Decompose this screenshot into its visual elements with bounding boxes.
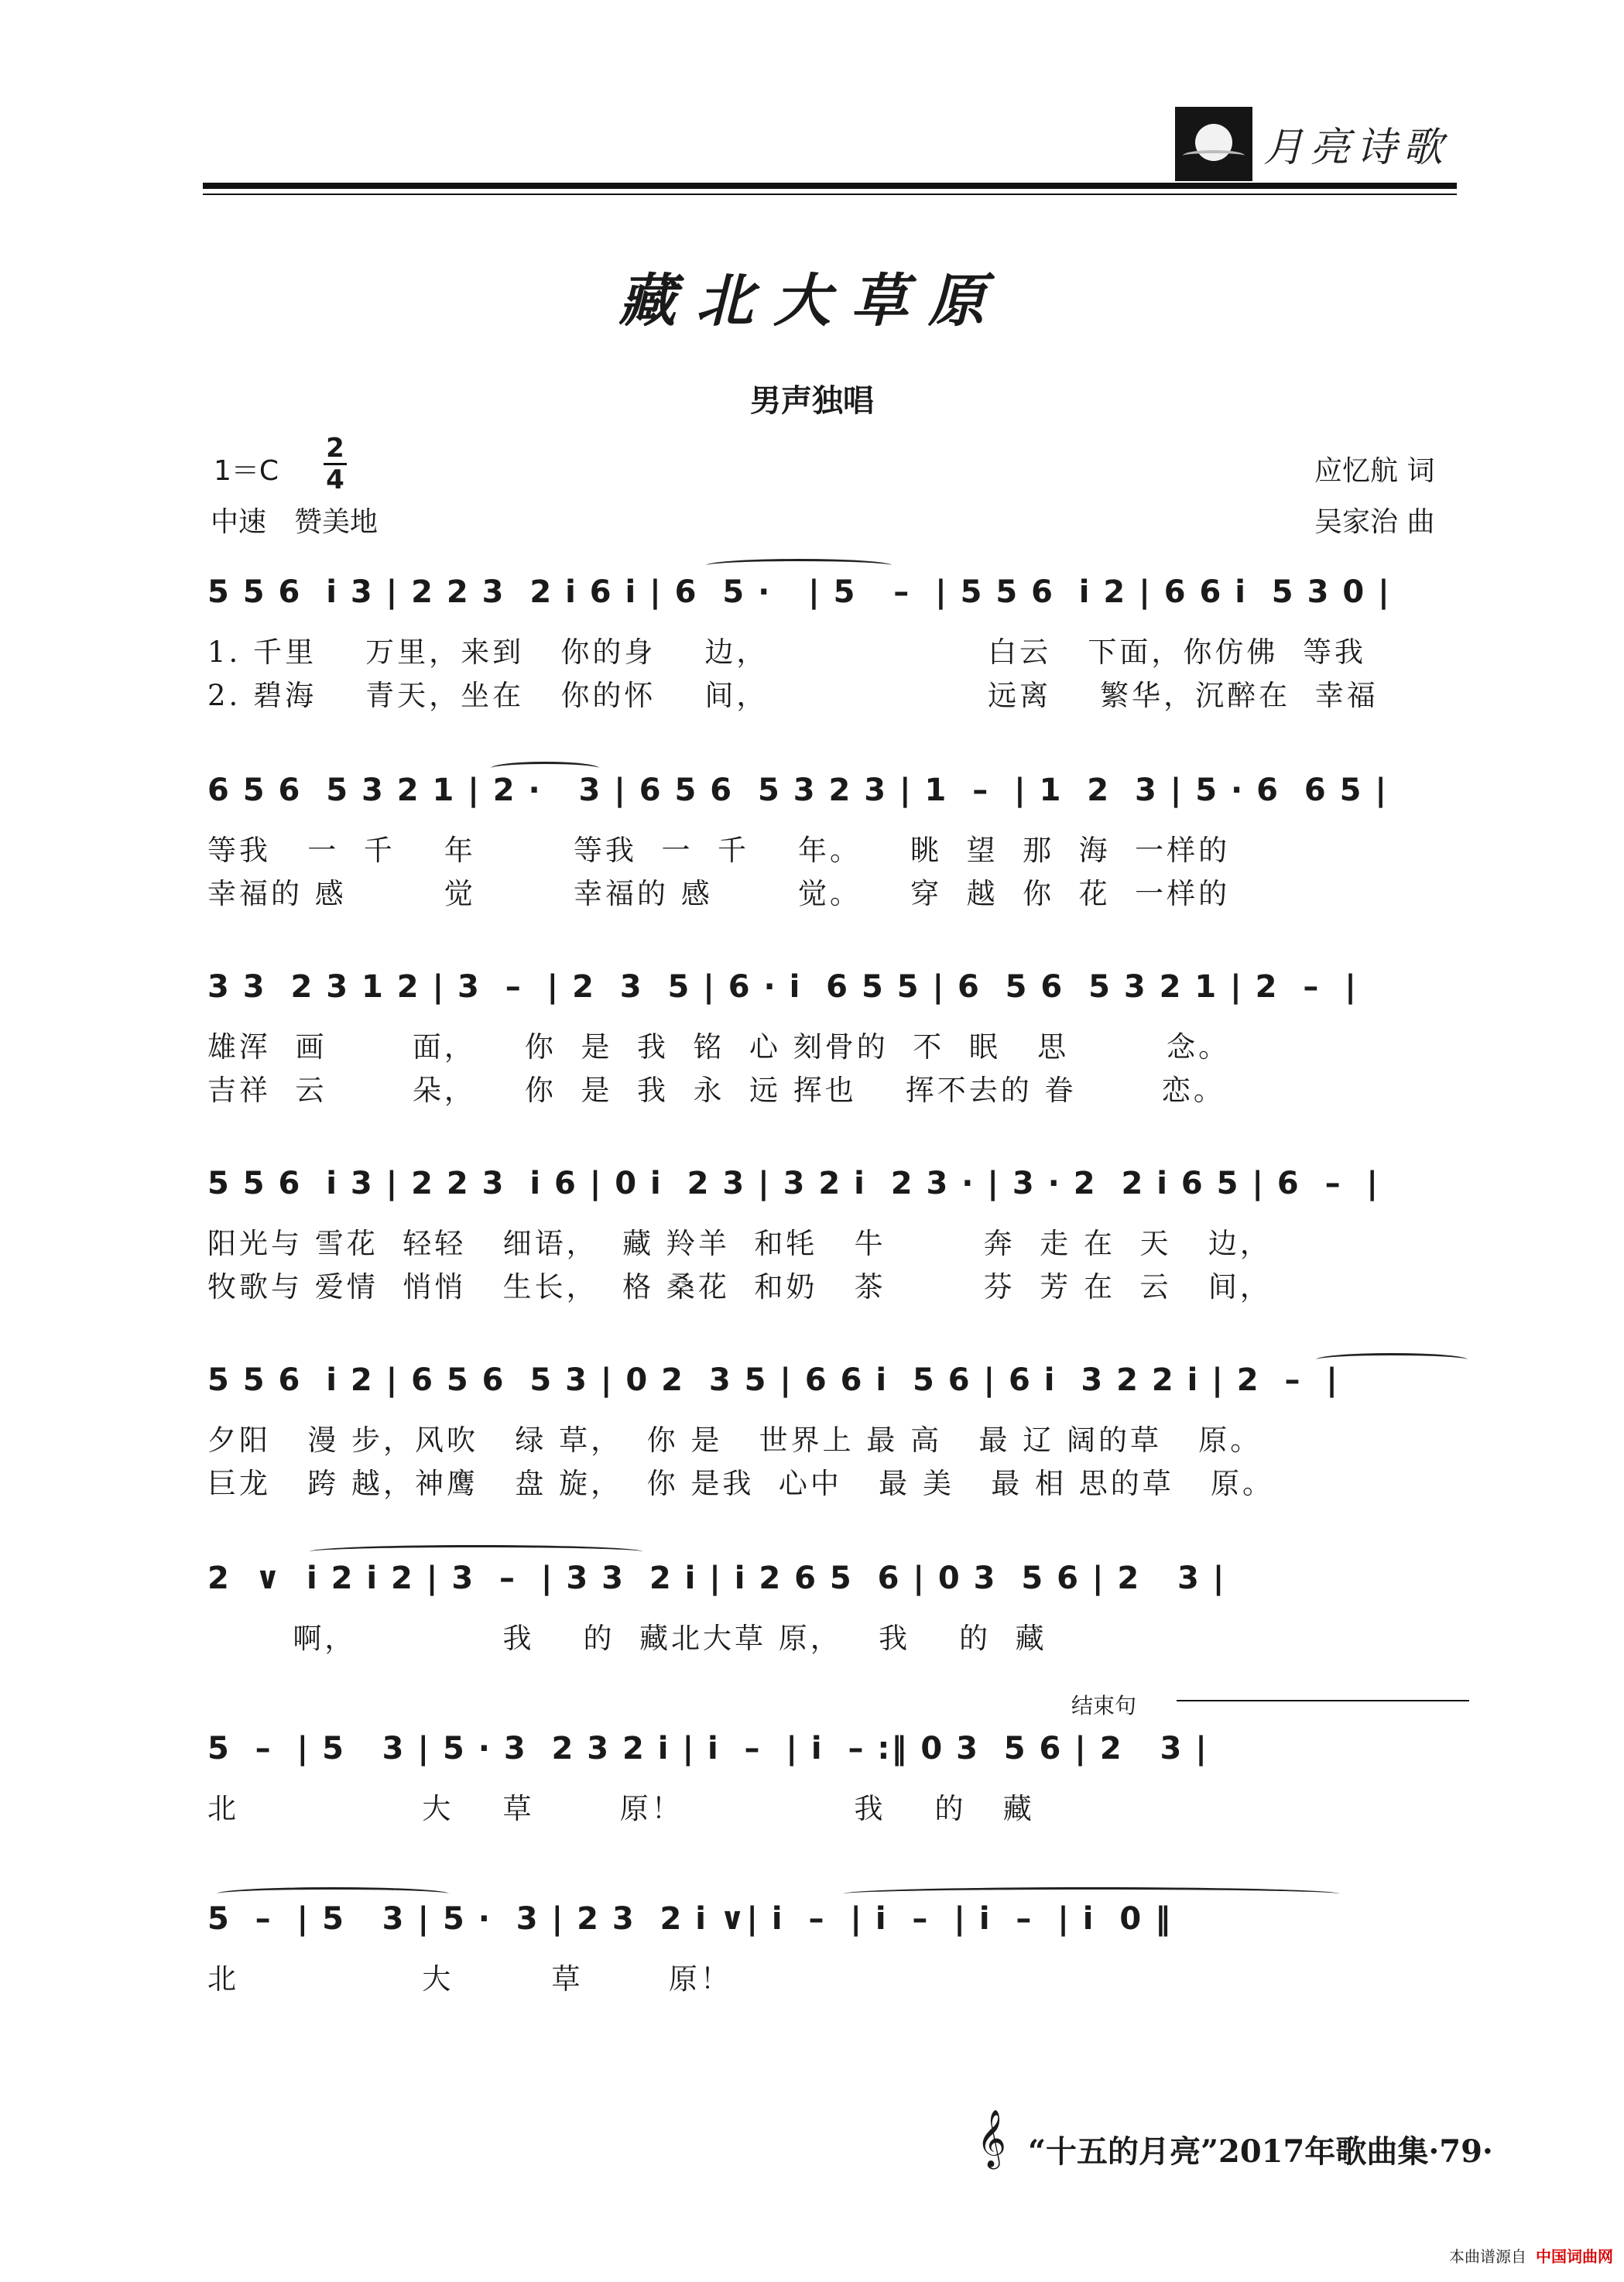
lyrics-line-5-verse-2: 巨龙 跨 越，神鹰 盘 旋， 你 是我 心中 最 美 最 相 思的草 原。 [207, 1467, 1275, 1500]
lyricist-credit: 应忆航 词 [1314, 455, 1435, 487]
notation-line-8: 5 – | 5 3 | 5 · 3 | 2 3 2 i ∨| i – | i – | i – | i 0 ‖ [207, 1901, 1173, 1937]
lyrics-line-2-verse-1: 等我 一 千 年 等我 一 千 年。 眺 望 那 海 一样的 [207, 834, 1231, 867]
tie-mark [491, 762, 599, 775]
source-site: 中国词曲网 [1536, 2247, 1613, 2266]
lyrics-line-3-verse-1: 雄浑 画 面， 你 是 我 铭 心 刻骨的 不 眠 思 念。 [207, 1030, 1231, 1064]
lyrics-line-3-verse-2: 吉祥 云 朵， 你 是 我 永 远 挥也 挥不去的 眷 恋。 [207, 1074, 1225, 1107]
brand-name: 月亮诗歌 [1263, 125, 1450, 171]
tie-mark [1316, 1353, 1468, 1366]
notation-line-3: 3 3 2 3 1 2 | 3 – | 2 3 5 | 6 · i 6 5 5 | 6 5 6 5 3 2 1 | 2 – | [207, 969, 1358, 1005]
lyrics-line-1-verse-2: 2. 碧海 青天，坐在 你的怀 间， 远离 繁华，沉醉在 幸福 [207, 679, 1379, 712]
tie-mark [706, 559, 892, 572]
time-signature-top: 2 [326, 433, 344, 464]
time-signature [324, 435, 347, 493]
lyrics-line-4-verse-2: 牧歌与 爱情 悄悄 生长， 格 桑花 和奶 茶 芬 芳 在 云 间， [207, 1270, 1272, 1304]
time-signature-bottom: 4 [326, 464, 344, 495]
page-footer: “十五的月亮”2017年歌曲集·79· [1028, 2133, 1493, 2170]
notation-line-5: 5 5 6 i 2 | 6 5 6 5 3 | 0 2 3 5 | 6 6 i 5 6 | 6 i 3 2 2 i | 2 – | [207, 1362, 1339, 1398]
tempo-marking: 中速 赞美地 [211, 506, 379, 538]
tie-mark [217, 1887, 449, 1900]
lyrics-line-5-verse-1: 夕阳 漫 步，风吹 绿 草， 你 是 世界上 最 高 最 辽 阔的草 原。 [207, 1424, 1263, 1457]
notation-line-6: 2 ∨ i 2 i 2 | 3 – | 3 3 2 i | i 2 6 5 6 | 0 3 5 6 | 2 3 | [207, 1561, 1226, 1596]
logo-moon-icon [1175, 107, 1252, 181]
composer-credit: 吴家治 曲 [1314, 506, 1435, 538]
ending-bracket-label: 结束句 [1071, 1693, 1137, 1718]
lyrics-line-6: 啊， 我 的 藏北大草 原， 我 的 藏 [207, 1622, 1047, 1655]
ending-bracket-line [1177, 1700, 1469, 1701]
header-rule-thick [203, 183, 1457, 189]
source-label: 本曲谱源自 [1449, 2247, 1526, 2266]
tie-mark [310, 1545, 642, 1558]
song-subtitle: 男声独唱 [750, 383, 874, 419]
key-signature: 1＝C [214, 455, 279, 487]
lyrics-line-2-verse-2: 幸福的 感 觉 幸福的 感 觉。 穿 越 你 花 一样的 [207, 877, 1231, 910]
header-rule-thin [203, 194, 1457, 195]
lyrics-line-8: 北 大 草 原！ [207, 1962, 732, 1996]
lyrics-line-4-verse-1: 阳光与 雪花 轻轻 细语， 藏 羚羊 和牦 牛 奔 走 在 天 边， [207, 1227, 1272, 1260]
lyrics-line-1-verse-1: 1. 千里 万里，来到 你的身 边， 白云 下面，你仿佛 等我 [207, 636, 1366, 669]
lyrics-line-7: 北 大 草 原！ 我 的 藏 [207, 1792, 1035, 1825]
tie-mark [844, 1887, 1339, 1900]
song-title: 藏北大草原 [618, 268, 1006, 334]
notation-line-4: 5 5 6 i 3 | 2 2 3 i 6 | 0 i 2 3 | 3 2 i 2 3 · | 3 · 2 2 i 6 5 | 6 – | [207, 1166, 1380, 1201]
notation-line-7: 5 – | 5 3 | 5 · 3 2 3 2 i | i – | i – :‖ 0 3 5 6 | 2 3 | [207, 1731, 1208, 1766]
notation-line-1: 5 5 6 i 3 | 2 2 3 2 i 6 i | 6 5 · | 5 – | 5 5 6 i 2 | 6 6 i 5 3 0 | [207, 574, 1391, 610]
treble-clef-icon: 𝄞 [977, 2110, 1006, 2167]
notation-line-2: 6 5 6 5 3 2 1 | 2 · 3 | 6 5 6 5 3 2 3 | 1 – | 1 2 3 | 5 · 6 6 5 | [207, 773, 1388, 808]
